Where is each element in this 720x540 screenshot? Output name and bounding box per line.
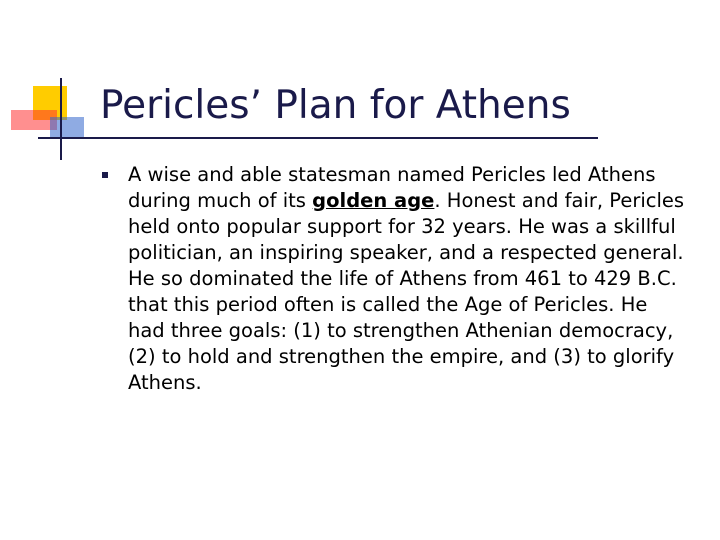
bullet-paragraph <box>128 162 688 396</box>
bullet-square-icon <box>102 172 108 178</box>
slide-title: Pericles’ Plan for Athens <box>100 83 571 128</box>
title-underline-rule <box>38 137 598 139</box>
bullet-text-part1: A wise and able statesman named Pericles led Athens during much of its <box>128 163 656 212</box>
bullet-text-part2: . Honest and fair, Pericles held onto popular support for 32 years. He was a skillful politician, an inspiring speaker, and a respected general. He so dominated the life of Athens from 461 to 429 B.C. that this period often is called the Age of Pericles. He had three goals: (1) to strengthen Athenian democracy, (2) to hold and strengthen the empire, and (3) to glorify Athens. <box>128 189 685 394</box>
decorative-logo <box>0 0 110 170</box>
vertical-rule <box>60 78 62 160</box>
blue-bar-shape <box>50 117 84 137</box>
golden-age-term: golden age <box>312 189 435 212</box>
